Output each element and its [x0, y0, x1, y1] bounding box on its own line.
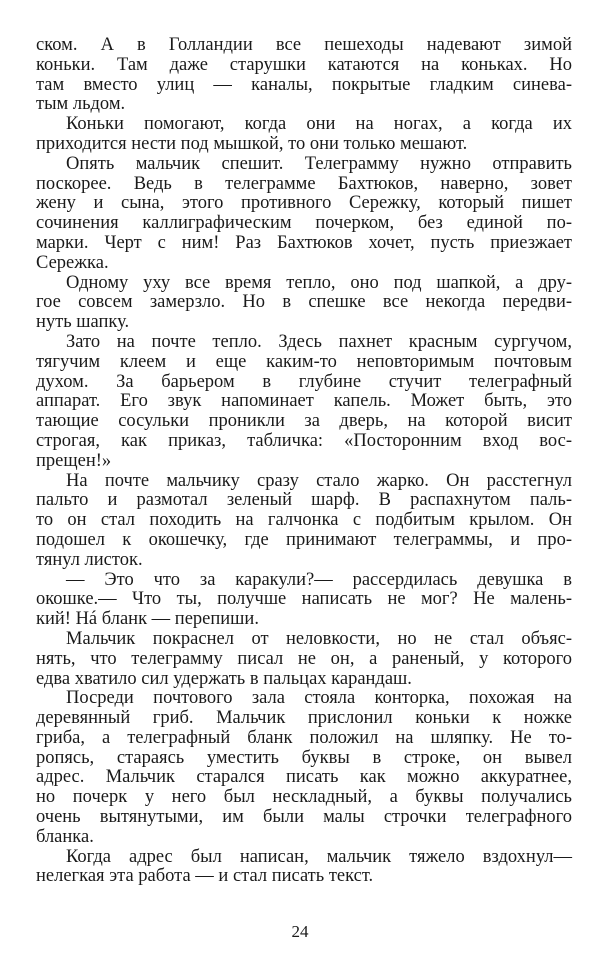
text-line: нять, что телеграмму писал не он, а раненый, у которого — [36, 648, 572, 669]
text-line: бланка. — [36, 826, 94, 847]
paragraph — [36, 630, 572, 689]
paragraph — [36, 333, 572, 472]
text-line: Опять мальчик спешит. Телеграмму нужно отправить — [66, 153, 572, 174]
text-line: Коньки помогают, когда они на ногах, а когда их — [66, 114, 572, 135]
book-page-text — [36, 36, 572, 887]
text-line: аппарат. Его звук напоминает капель. Может быть, это — [36, 391, 572, 412]
text-line: пальто и размотал зеленый шарф. В распахнутом паль- — [36, 490, 572, 511]
text-line: духом. За барьером в глубине стучит телеграфный — [36, 371, 572, 392]
text-line: марки. Черт с ним! Раз Бахтюков хочет, пусть приезжает — [36, 232, 572, 253]
paragraph — [36, 571, 572, 630]
text-line: приходится нести под мышкой, то они только мешают. — [36, 133, 468, 154]
text-line: Посреди почтового зала стояла конторка, похожая на — [66, 688, 572, 709]
text-line: жену и сына, этого противного Сережку, который пишет — [36, 193, 572, 214]
text-line: адрес. Мальчик старался писать как можно аккуратнее, — [36, 767, 572, 788]
text-line: строгая, как приказ, табличка: «Посторонним вход вос- — [36, 430, 572, 451]
text-line: Зато на почте тепло. Здесь пахнет красным сургучом, — [66, 331, 572, 352]
text-line: нелегкая эта работа — и стал писать текст. — [36, 866, 374, 887]
paragraph — [36, 848, 572, 888]
text-line: подошел к окошечку, где принимают телеграммы, и про- — [36, 529, 572, 550]
text-line: едва хватило сил удержать в пальцах карандаш. — [36, 668, 412, 689]
text-line: ском. А в Голландии все пешеходы надевают зимой — [36, 35, 572, 55]
text-line: гриба, а телеграфный бланк положил на шляпку. Не то- — [36, 727, 572, 748]
paragraph — [36, 36, 572, 115]
text-line: деревянный гриб. Мальчик прислонил коньки к ножке — [36, 708, 572, 729]
paragraph — [36, 274, 572, 333]
text-line: прещен!» — [36, 450, 112, 471]
text-line: гое совсем замерзло. Но в спешке все некогда передви- — [36, 292, 572, 313]
text-line: Мальчик покраснел от неловкости, но не стал объяс- — [66, 628, 572, 649]
text-line: нуть шапку. — [36, 312, 130, 333]
text-line: На почте мальчику сразу стало жарко. Он расстегнул — [66, 470, 572, 491]
text-line: коньки. Там даже старушки катаются на коньках. Но — [36, 54, 572, 75]
text-line: тающие сосульки проникли за дверь, на которой висит — [36, 411, 572, 432]
text-line: тым льдом. — [36, 94, 126, 115]
text-line: — Это что за каракули?— рассердилась девушка в — [66, 569, 572, 590]
text-line: Сережка. — [36, 252, 109, 273]
text-line: тянул листок. — [36, 549, 143, 570]
text-line: сочинения каллиграфическим почерком, без единой по- — [36, 213, 572, 234]
text-line: там вместо улиц — каналы, покрытые гладким синева- — [36, 74, 572, 95]
text-line: поскорее. Ведь в телеграмме Бахтюков, наверно, зовет — [36, 173, 572, 194]
text-line: кий! Нá бланк — перепиши. — [36, 609, 259, 630]
text-line: тягучим клеем и еще каким-то неповторимым почтовым — [36, 351, 572, 372]
text-line: ропясь, стараясь уместить буквы в строке, он вывел — [36, 747, 572, 768]
text-line: окошке.— Что ты, получше написать не мог? Не малень- — [36, 589, 572, 610]
text-line: то он стал походить на галчонка с подбитым крылом. Он — [36, 510, 572, 531]
page-number: 24 — [291, 922, 309, 941]
text-line: Когда адрес был написан, мальчик тяжело вздохнул— — [66, 846, 572, 867]
text-line: но почерк у него был нескладный, а буквы получались — [36, 787, 572, 808]
text-line: очень вытянутыми, им были малы строчки телеграфного — [36, 807, 572, 828]
text-line: Одному уху все время тепло, оно под шапкой, а дру- — [66, 272, 572, 293]
paragraph — [36, 155, 572, 274]
paragraph — [36, 115, 572, 155]
paragraph — [36, 472, 572, 571]
paragraph — [36, 689, 572, 847]
